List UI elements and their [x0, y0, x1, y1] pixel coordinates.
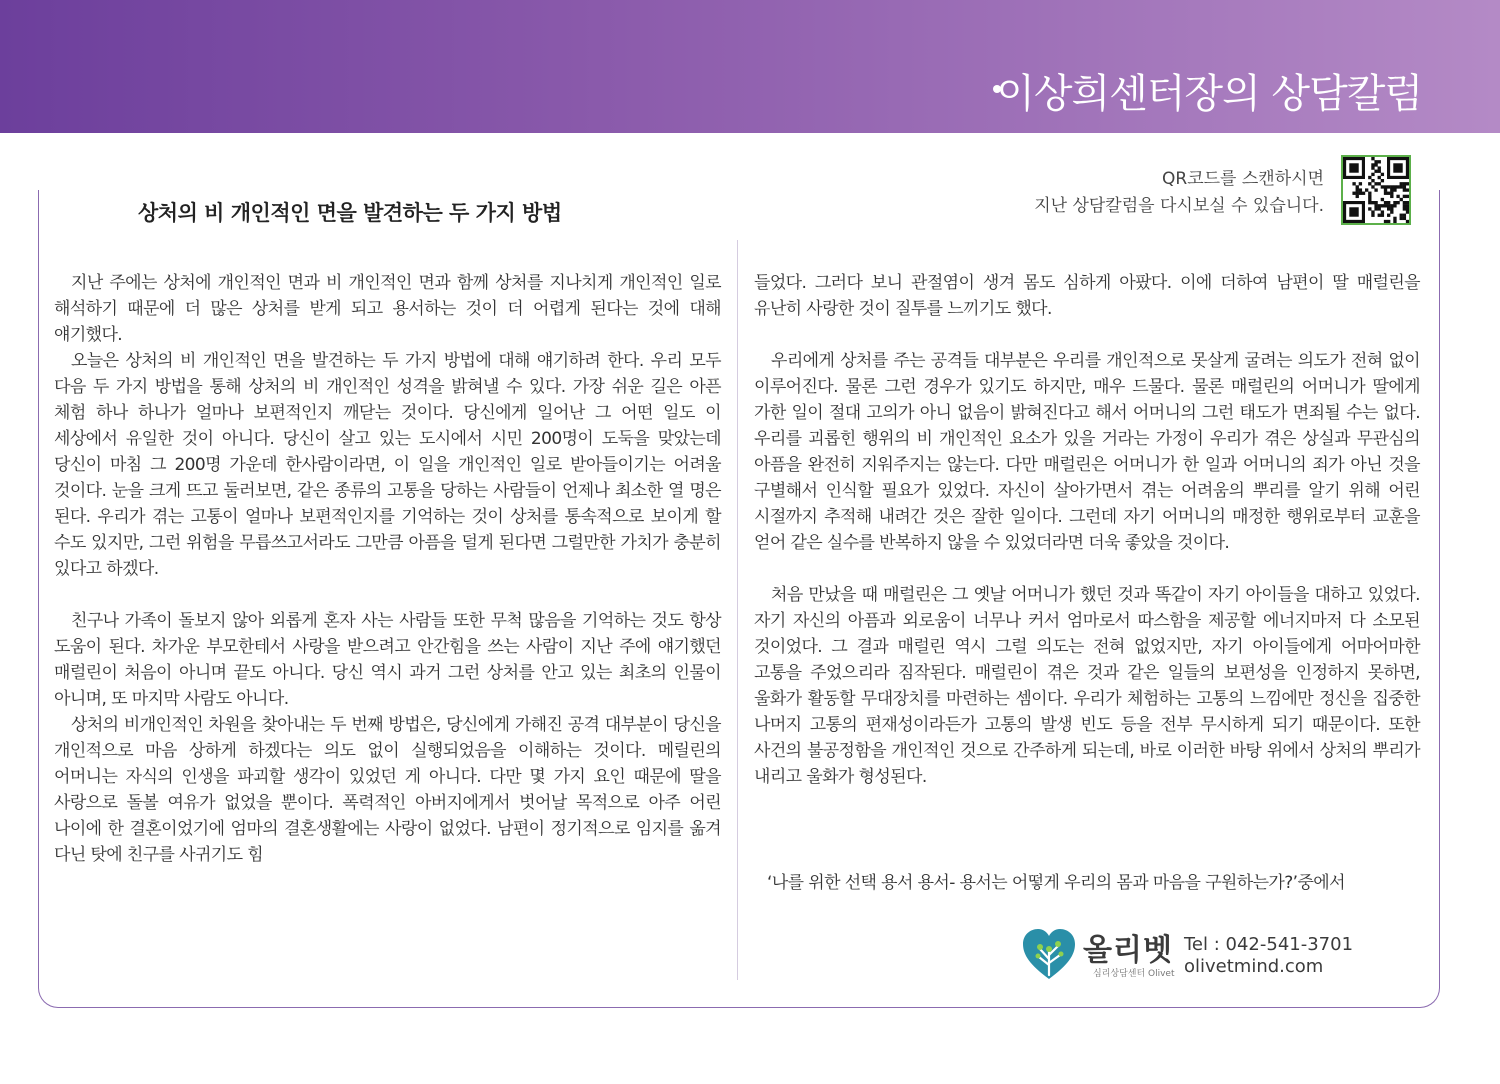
- article-title: 상처의 비 개인적인 면을 발견하는 두 가지 방법: [138, 201, 562, 225]
- article-left-column: [54, 270, 721, 868]
- paragraph: 들었다. 그러다 보니 관절염이 생겨 몸도 심하게 아팠다. 이에 더하여 남편이 딸 매럴린을 유난히 사랑한 것이 질투를 느끼기도 했다.: [754, 273, 1420, 319]
- phone-number: Tel : 042-541-3701: [1184, 934, 1354, 955]
- paragraph: 오늘은 상처의 비 개인적인 면을 발견하는 두 가지 방법에 대해 얘기하려 한다. 우리 모두 다음 두 가지 방법을 통해 상처의 비 개인적인 성격을 밝혀낼 수 있다. 가장 쉬운 길은 아픈 체험 하나 하나가 얼마나 보편적인지 깨닫는 것이다. 당신에게 일어난 그 어떤 일도 이 세상에서 유일한 것이 아니다. 당신이 살고 있는 도시에서 시민 200명이 도둑을 맞았는데 당신이 마침 그 200명 가운데 한사람이라면, 이 일을 개인적인 일로 받아들이기는 어려울 것이다. 눈을 크게 뜨고 둘러보면, 같은 종류의 고통을 당하는 사람들이 언제나 최소한 열 명은 된다. 우리가 겪는 고통이 얼마나 보편적인지를 기억하는 것이 상처를 통속적으로 보이게 할 수도 있지만, 그런 위험을 무릅쓰고서라도 그만큼 아픔을 덜게 된다면 그럴만한 가치가 충분히 있다고 하겠다.: [54, 351, 721, 579]
- paragraph: 상처의 비개인적인 차원을 찾아내는 두 번째 방법은, 당신에게 가해진 공격 대부분이 당신을 개인적으로 마음 상하게 하겠다는 의도 없이 실행되었음을 이해하는 것이다. 메릴린의 어머니는 자식의 인생을 파괴할 생각이 있었던 게 아니다. 다만 몇 가지 요인 때문에 딸을 사랑으로 돌볼 여유가 없었을 뿐이다. 폭력적인 아버지에게서 벗어날 목적으로 아주 어린 나이에 한 결혼이었기에 엄마의 결혼생활에는 사랑이 없었다. 남편이 정기적으로 임지를 옮겨 다닌 탓에 친구를 사귀기도 힘: [54, 715, 721, 865]
- qr-instruction-line2: 지난 상담칼럼을 다시보실 수 있습니다.: [1034, 196, 1324, 216]
- paragraph: 우리에게 상처를 주는 공격들 대부분은 우리를 개인적으로 못살게 굴려는 의도가 전혀 없이 이루어진다. 물론 그런 경우가 있기도 하지만, 매우 드물다. 물론 매럴린의 어머니가 딸에게 가한 일이 절대 고의가 아니 없음이 밝혀진다고 해서 어머니의 그런 태도가 면죄될 수는 없다. 우리를 괴롭힌 행위의 비 개인적인 요소가 있을 거라는 가정이 우리가 겪은 상실과 무관심의 아픔을 완전히 지워주지는 않는다. 다만 매럴린은 어머니가 한 일과 어머니의 죄가 아닌 것을 구별해서 인식할 필요가 있었다. 자신이 살아가면서 겪는 어려움의 뿌리를 알기 위해 어린 시절까지 추적해 내려간 것은 잘한 일이다. 그런데 자기 어머니의 매정한 행위로부터 교훈을 얻어 같은 실수를 반복하지 않을 수 있었더라면 더욱 좋았을 것이다.: [754, 351, 1420, 553]
- logo-subtitle: 심리상담센터 Olivet: [1093, 969, 1175, 979]
- source-citation: ‘나를 위한 선택 용서 용서- 용서는 어떻게 우리의 몸과 마음을 구원하는가?’중에서: [767, 873, 1345, 893]
- website-link[interactable]: olivetmind.com: [1184, 956, 1324, 977]
- column-divider: [737, 240, 738, 980]
- heart-tree-icon: [1020, 925, 1078, 983]
- logo-name: 올리벳: [1083, 933, 1173, 968]
- qr-instruction-line1: QR코드를 스캔하시면: [1162, 169, 1324, 189]
- contact-info: [1184, 934, 1353, 978]
- column-series-title: 이상희센터장의 상담칼럼: [996, 71, 1422, 117]
- paragraph: 지난 주에는 상처에 개인적인 면과 비 개인적인 면과 함께 상처를 지나치게 개인적인 일로 해석하기 때문에 더 많은 상처를 받게 되고 용서하는 것이 더 어렵게 된다는 것에 대해 얘기했다.: [54, 273, 721, 345]
- header-banner: [0, 0, 1500, 133]
- paragraph: 처음 만났을 때 매럴린은 그 옛날 어머니가 했던 것과 똑같이 자기 아이들을 대하고 있었다. 자기 자신의 아픔과 외로움이 너무나 커서 엄마로서 따스함을 제공할 에너지마저 다 소모된 것이었다. 그 결과 매럴린 역시 그럴 의도는 전혀 없었지만, 자기 아이들에게 어마어마한 고통을 주었으리라 짐작된다. 매럴린이 겪은 것과 같은 일들의 보편성을 인정하지 못하면, 울화가 활동할 무대장치를 마련하는 셈이다. 우리가 체험하는 고통의 느낌에만 정신을 집중한 나머지 고통의 편재성이라든가 고통의 발생 빈도 등을 전부 무시하게 되기 때문이다. 또한 사건의 불공정함을 개인적인 것으로 간주하게 되는데, 바로 이러한 바탕 위에서 상처의 뿌리가 내리고 울화가 형성된다.: [754, 585, 1420, 787]
- article-right-column: [754, 270, 1420, 790]
- paragraph: 친구나 가족이 돌보지 않아 외롭게 혼자 사는 사람들 또한 무척 많음을 기억하는 것도 항상 도움이 된다. 차가운 부모한테서 사랑을 받으려고 안간힘을 쓰는 사람이 지난 주에 얘기했던 매럴린이 처음이 아니며 끝도 아니다. 당신 역시 과거 그런 상처를 안고 있는 최초의 인물이 아니며, 또 마지막 사람도 아니다.: [54, 611, 721, 709]
